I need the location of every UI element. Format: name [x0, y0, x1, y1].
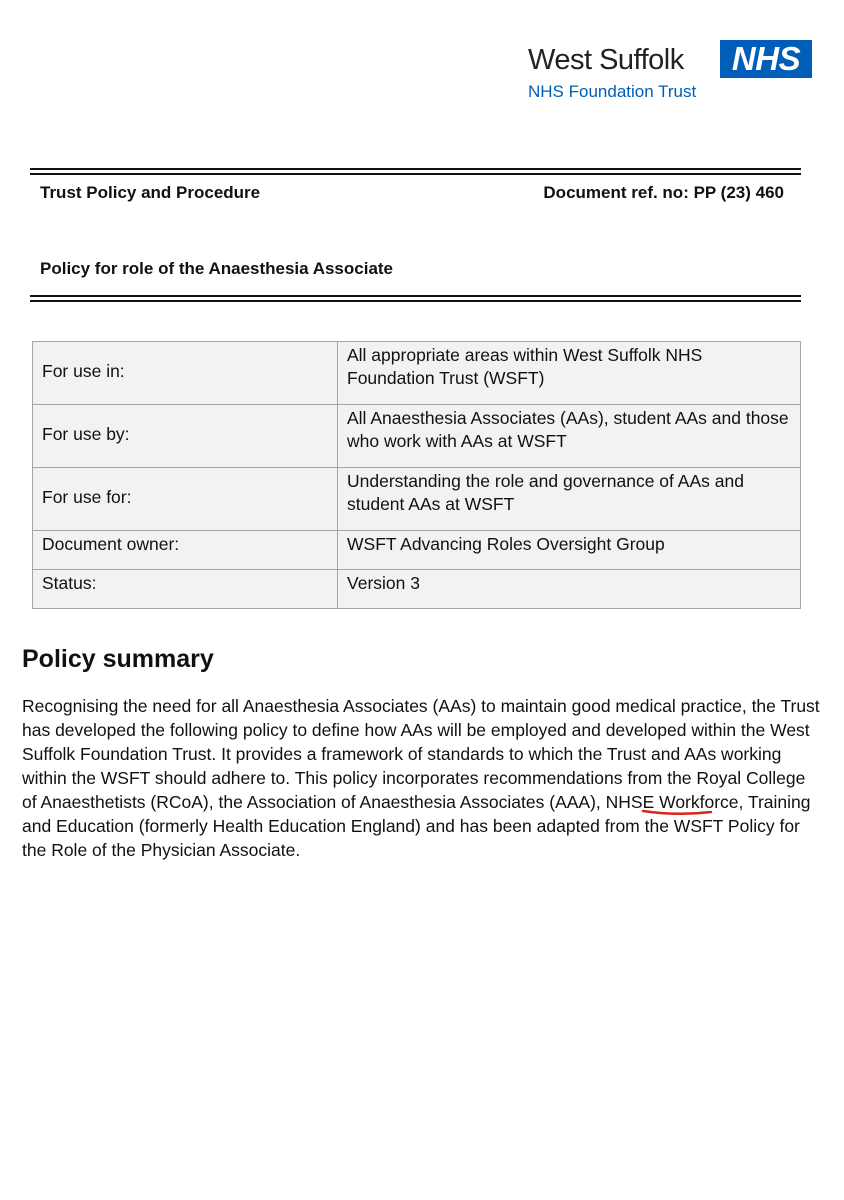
row-value: WSFT Advancing Roles Oversight Group [338, 531, 801, 570]
table-row [33, 342, 801, 405]
table-row [33, 570, 801, 609]
policy-title: Policy for role of the Anaesthesia Associate [40, 259, 394, 278]
handwritten-underline-mark [641, 809, 713, 817]
policy-summary-heading: Policy summary [22, 645, 214, 673]
row-value: All Anaesthesia Associates (AAs), student AAs and those who work with AAs at WSFT [338, 405, 801, 468]
table-row [33, 468, 801, 531]
policy-summary-text: Recognising the need for all Anaesthesia Associates (AAs) to maintain good medical practice, the Trust has developed the following policy to define how AAs will be employed and developed within the West Suffolk Foundation Trust. It provides a framework of standards to which the Trust and AAs working within the WSFT should adhere to. This policy incorporates recommendations from the Royal College of Anaesthetists (RCoA), the Association of Anaesthesia Associates (AAA), NHSE Workforce, Training and Education (formerly Health Education England) and has been adapted from the WSFT Policy for the Role of the Physician Associate. [22, 696, 820, 860]
row-label: For use for: [33, 468, 338, 531]
row-value: Understanding the role and governance of AAs and student AAs at WSFT [338, 468, 801, 531]
logo-subtitle: NHS Foundation Trust [528, 82, 697, 101]
row-label: Document owner: [33, 531, 338, 570]
row-value: Version 3 [338, 570, 801, 609]
header-rule-top [30, 168, 801, 175]
document-reference: Document ref. no: PP (23) 460 [543, 183, 784, 202]
row-label: Status: [33, 570, 338, 609]
nhs-badge: NHS [720, 40, 812, 78]
row-label: For use in: [33, 342, 338, 405]
row-value: All appropriate areas within West Suffolk NHS Foundation Trust (WSFT) [338, 342, 801, 405]
row-label: For use by: [33, 405, 338, 468]
header-rule-bottom [30, 295, 801, 302]
underline-stroke [643, 811, 711, 814]
logo-name: West Suffolk [528, 44, 684, 76]
policy-metadata-table [32, 341, 801, 609]
table-row [33, 405, 801, 468]
document-type: Trust Policy and Procedure [40, 183, 261, 202]
table-row [33, 531, 801, 570]
